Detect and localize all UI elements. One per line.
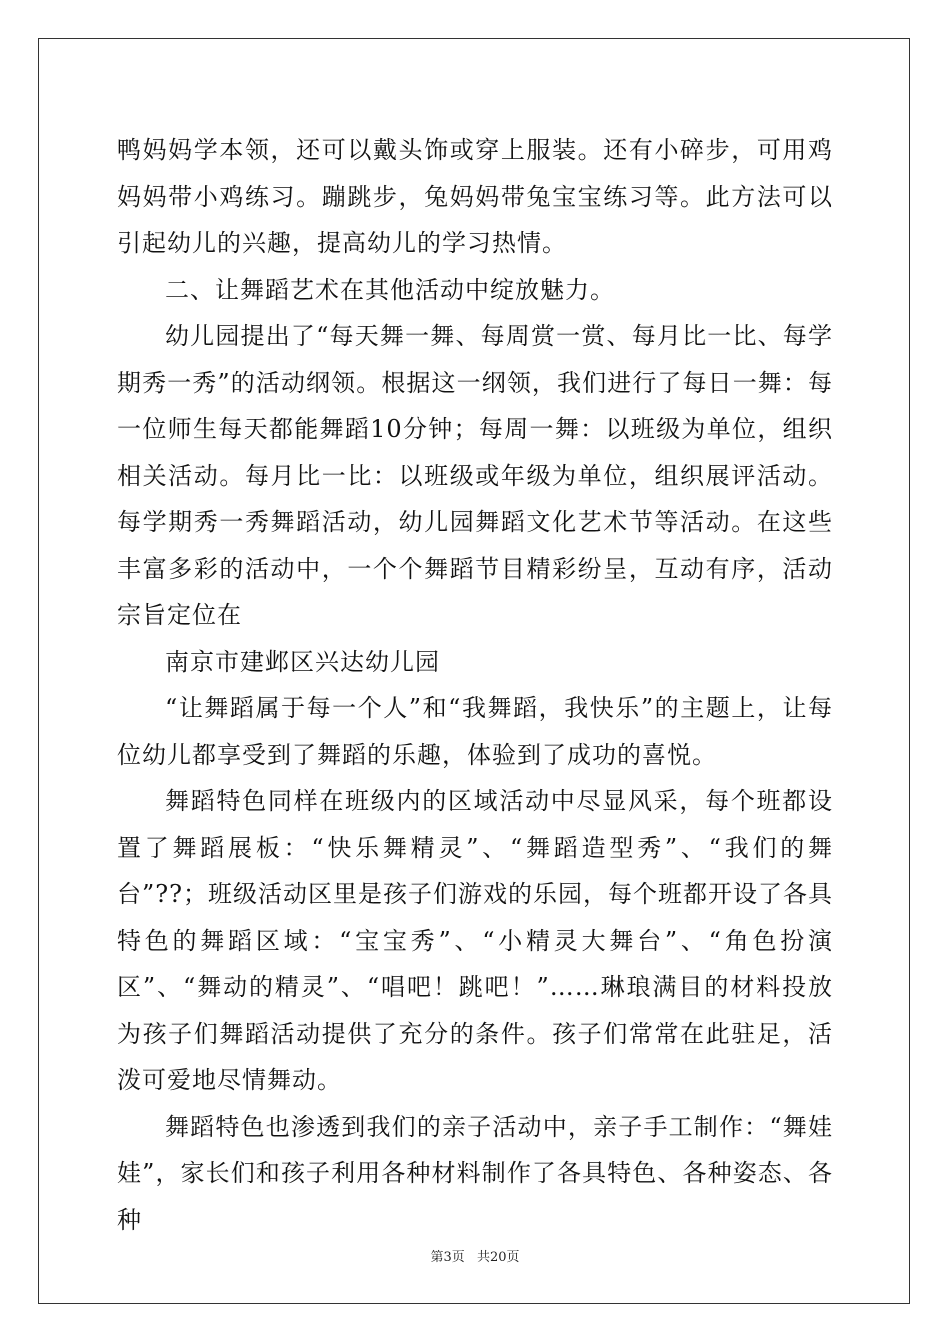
page-total: 共20页 xyxy=(476,1250,520,1265)
paragraph-2-section-heading: 二、让舞蹈艺术在其他活动中绽放魅力。 xyxy=(165,275,615,304)
paragraph-3: 幼儿园提出了“每天舞一舞、每周赏一赏、每月比一比、每学期秀一秀”的活动纲领。根据这一纲领，我们进行了每日一舞：每一位师生每天都能舞蹈10分钟；每周一舞：以班级为单位，组织相关活动。每月比一比：以班级或年级为单位，组织展评活动。每学期秀一秀舞蹈活动，幼儿园舞蹈文化艺术节等活动。在这些丰富多彩的活动中，一个个舞蹈节目精彩纷呈，互动有序，活动宗旨定位在 xyxy=(117,322,833,629)
document-body xyxy=(117,127,833,1243)
paragraph-7: 舞蹈特色也渗透到我们的亲子活动中，亲子手工制作：“舞娃娃”，家长们和孩子利用各种材料制作了各具特色、各种姿态、各种 xyxy=(117,1112,833,1234)
paragraph-6: 舞蹈特色同样在班级内的区域活动中尽显风采，每个班都设置了舞蹈展板：“快乐舞精灵”、“舞蹈造型秀”、“我们的舞台”??；班级活动区里是孩子们游戏的乐园，每个班都开设了各具特色的舞蹈区域：“宝宝秀”、“小精灵大舞台”、“角色扮演区”、“舞动的精灵”、“唱吧！跳吧！”……琳琅满目的材料投放为孩子们舞蹈活动提供了充分的条件。孩子们常常在此驻足，活泼可爱地尽情舞动。 xyxy=(117,787,834,1094)
page-number: 第3页 xyxy=(430,1250,465,1265)
paragraph-5: “让舞蹈属于每一个人”和“我舞蹈，我快乐”的主题上，让每位幼儿都享受到了舞蹈的乐趣，体验到了成功的喜悦。 xyxy=(117,694,833,769)
paragraph-1: 鸭妈妈学本领，还可以戴头饰或穿上服装。还有小碎步，可用鸡妈妈带小鸡练习。蹦跳步，兔妈妈带兔宝宝练习等。此方法可以引起幼儿的兴趣，提高幼儿的学习热情。 xyxy=(117,136,833,257)
paragraph-4-school-name: 南京市建邺区兴达幼儿园 xyxy=(165,647,440,676)
page-footer xyxy=(0,1246,950,1265)
